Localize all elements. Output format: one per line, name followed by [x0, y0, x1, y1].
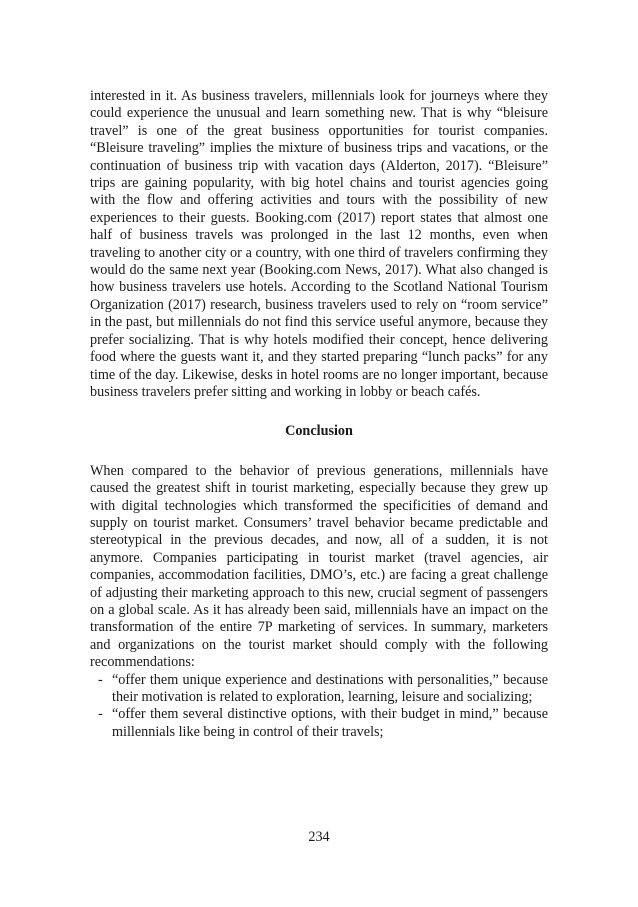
list-item: [90, 706, 548, 741]
body-paragraph-1: interested in it. As business travelers, millennials look for journeys where they could experience the unusual and learn something new. That is why “bleisure travel” is one of the great business opportunities for tourist companies. “Bleisure traveling” implies the mixture of business trips and vacations, or the continuation of business trip with vacation days (Alderton, 2017). “Bleisure” trips are gaining popularity, with big hotel chains and tourist agencies going with the flow and offering activities and tours with the possibility of new experiences to their guests. Booking.com (2017) report states that almost one half of business travels was prolonged in the last 12 months, even when traveling to another city or a country, with one third of travelers confirming they would do the same next year (Booking.com News, 2017). What also changed is how business travelers use hotels. According to the Scotland National Tourism Organization (2017) research, business travelers used to rely on “room service” in the past, but millennials do not find this service useful anymore, because they prefer socializing. That is why hotels modified their concept, hence delivering food where the guests want it, and they started preparing “lunch packs” for any time of the day. Likewise, desks in hotel rooms are no longer important, because business travelers prefer sitting and working in lobby or beach cafés.: [90, 88, 548, 400]
section-heading-conclusion: Conclusion: [285, 423, 353, 440]
bullet-dash: -: [98, 706, 103, 723]
body-paragraph-2: When compared to the behavior of previous generations, millennials have caused the greatest shift in tourist marketing, especially because they grew up with digital technologies which transformed the specificities of demand and supply on tourist market. Consumers’ travel behavior became predictable and stereotypical in the previous decades, and now, all of a sudden, it is not anymore. Companies participating in tourist market (travel agencies, air companies, accommodation facilities, DMO’s, etc.) are facing a great challenge of adjusting their marketing approach to this new, crucial segment of passengers on a global scale. As it has already been said, millennials have an impact on the transformation of the entire 7P marketing of services. In summary, marketers and organizations on the tourist market should comply with the following recommendations:: [90, 462, 548, 671]
list-item-text: “offer them several distinctive options, with their budget in mind,” because millennials like being in control of their travels;: [112, 706, 548, 740]
recommendation-list: [90, 672, 548, 742]
page-content: [90, 88, 548, 741]
list-item-text: “offer them unique experience and destinations with personalities,” because their motivation is related to exploration, learning, leisure and socializing;: [112, 671, 548, 705]
bullet-dash: -: [98, 671, 103, 688]
list-item: [90, 672, 548, 707]
page-number: 234: [308, 829, 330, 845]
